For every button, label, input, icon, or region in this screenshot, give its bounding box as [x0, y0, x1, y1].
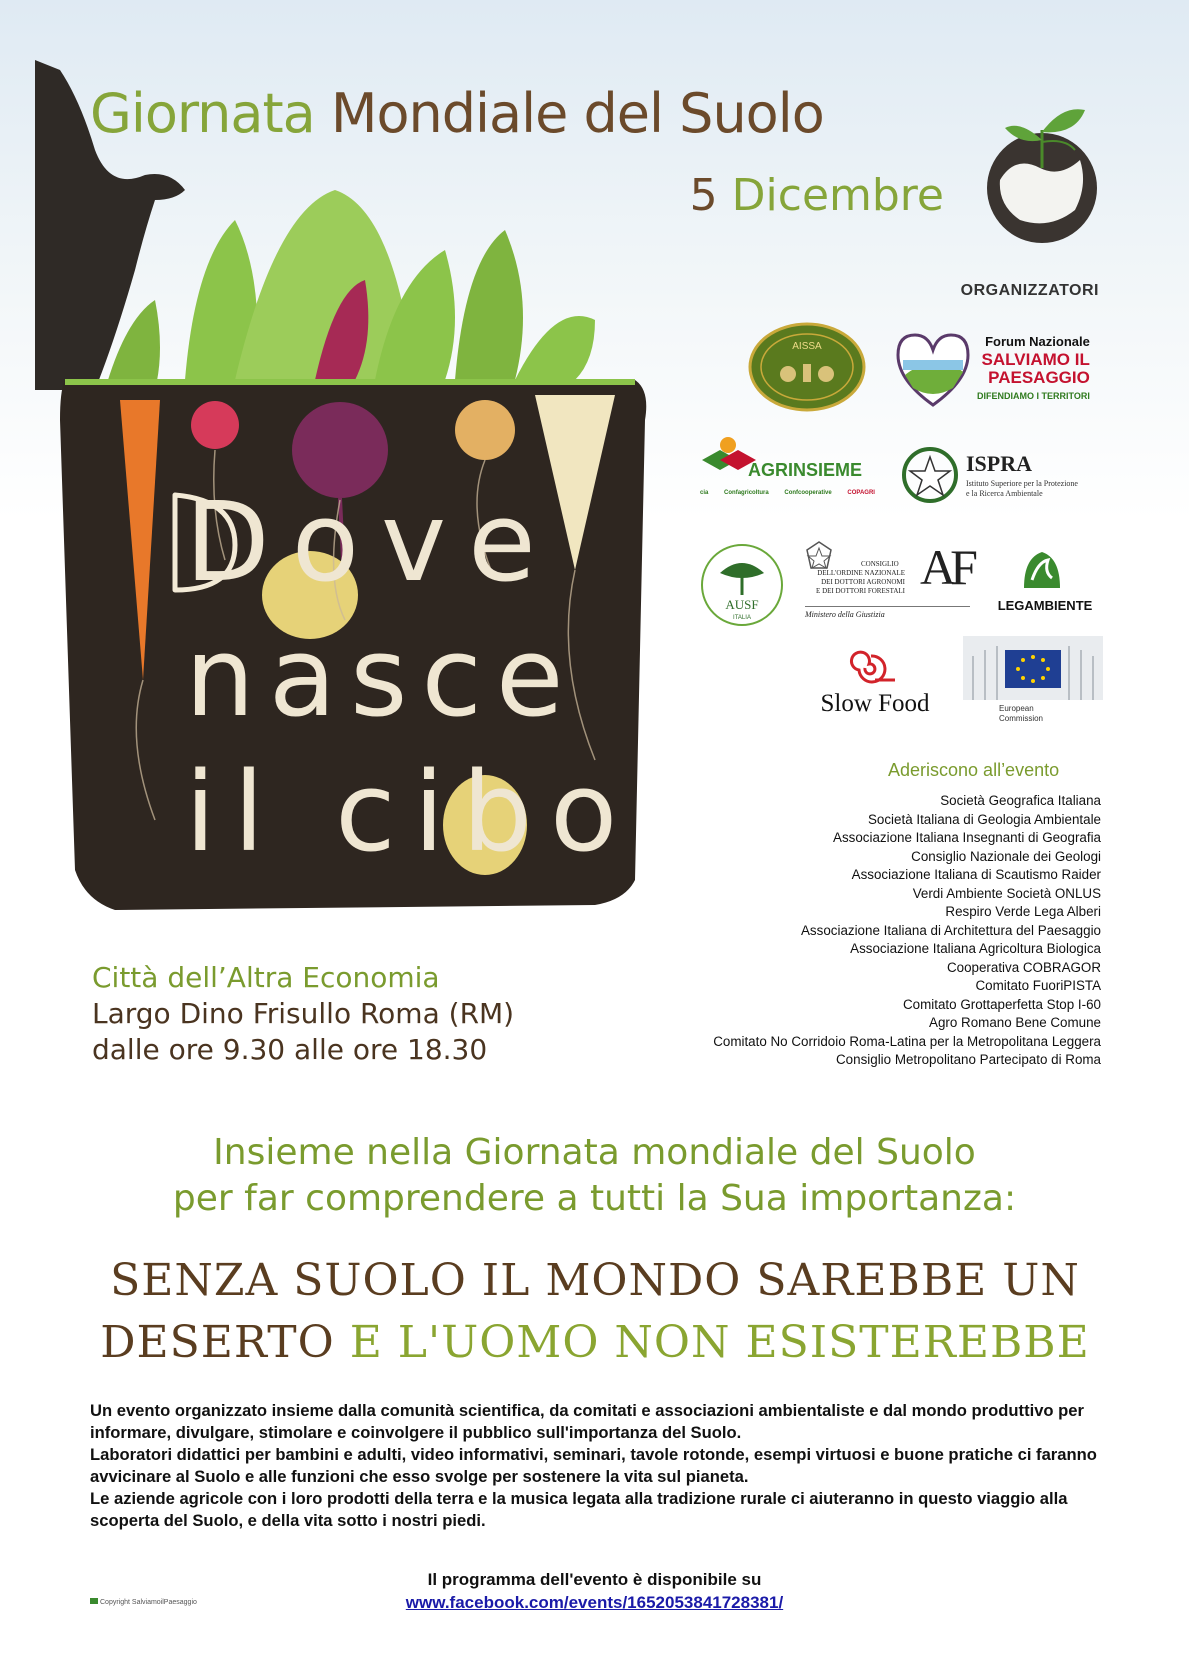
partner-cia: cia	[700, 490, 709, 496]
conaf-line2: DELL'ORDINE NAZIONALE	[817, 569, 905, 577]
program-text: Il programma dell'evento è disponibile su	[427, 1570, 762, 1589]
date-day: 5	[689, 170, 718, 221]
ispra-line1: Istituto Superiore per la Protezione	[966, 479, 1078, 488]
legambiente-logo	[990, 548, 1100, 618]
artwork-headline-line2: nasce	[185, 613, 578, 741]
date-month: Dicembre	[731, 170, 944, 221]
list-item: Società Italiana di Geologia Ambientale	[867, 811, 1101, 827]
description-p2: Laboratori didattici per bambini e adulti, video informativi, seminari, tavole rotonde, esempi virtuosi e buone pratiche ci faranno avvicinare al Suolo e alle funzioni che esso svolge per sostenere la vita sul pianeta.	[90, 1445, 1097, 1486]
list-item: Comitato No Corridoio Roma-Latina per la Metropolitana Leggera	[713, 1033, 1101, 1049]
event-description	[90, 1400, 1100, 1532]
list-item: Respiro Verde Lega Alberi	[945, 904, 1101, 919]
conaf-line3: DEI DOTTORI AGRONOMI	[821, 578, 905, 586]
artwork-headline-line1: Dove	[185, 478, 558, 606]
artwork-headline-line3: il cibo	[185, 748, 636, 876]
aissa-logo	[748, 322, 866, 412]
description-p1: Un evento organizzato insieme dalla comunità scientifica, da comitati e associazioni ambientaliste e dal mondo produttivo per informare, divulgare, stimolare e coinvolgere il pubblico sull'importanza del Suolo.	[90, 1401, 1084, 1442]
venue-hours: dalle ore 9.30 alle ore 18.30	[92, 1033, 488, 1066]
globe-sprout-icon	[980, 60, 1105, 250]
conaf-monogram: AF	[920, 539, 972, 595]
venue-info	[92, 960, 514, 1068]
list-item: Comitato Grottaperfetta Stop I-60	[903, 996, 1101, 1012]
aissa-label: AISSA	[792, 341, 822, 352]
ispra-name: ISPRA	[966, 451, 1033, 476]
ispra-logo	[900, 445, 1100, 510]
facebook-event-link[interactable]: www.facebook.com/events/1652053841728381/	[405, 1593, 784, 1612]
tagline	[0, 1130, 1189, 1222]
european-commission-logo	[963, 636, 1103, 730]
slowfood-logo	[800, 650, 950, 720]
ausf-logo	[700, 543, 784, 627]
title-part-mondiale: Mondiale del Suolo	[330, 82, 824, 145]
list-item: Associazione Italiana di Scautismo Raider	[851, 867, 1101, 882]
forum-line2: SALVIAMO IL	[981, 350, 1090, 369]
list-item: Verdi Ambiente Società ONLUS	[912, 885, 1101, 901]
conaf-logo	[805, 540, 975, 625]
adherents-list	[713, 792, 1101, 1070]
conaf-ministry: Ministero della Giustizia	[805, 610, 885, 619]
headline-line1: SENZA SUOLO IL MONDO SAREBBE UN	[110, 1255, 1080, 1306]
conaf-line4: E DEI DOTTORI FORESTALI	[816, 587, 905, 595]
legambiente-label: LEGAMBIENTE	[997, 598, 1093, 613]
conaf-line1: CONSIGLIO	[861, 560, 899, 568]
list-item: Consiglio Nazionale dei Geologi	[911, 848, 1101, 864]
adherents-title: Aderiscono all’evento	[888, 760, 1060, 780]
headline-uomo: E L'UOMO NON ESISTEREBBE	[349, 1317, 1090, 1368]
list-item: Comitato FuoriPISTA	[975, 978, 1101, 993]
main-headline	[90, 1250, 1100, 1374]
slowfood-label: Slow Food	[820, 690, 930, 717]
venue-name: Città dell’Altra Economia	[92, 961, 440, 994]
partner-confcooperative: Confcooperative	[784, 490, 832, 496]
tagline-line2: per far comprendere a tutti la Sua importanza:	[172, 1178, 1017, 1219]
agrinsieme-logo	[700, 435, 875, 515]
organizers-title: ORGANIZZATORI	[960, 282, 1099, 299]
list-item: Consiglio Metropolitano Partecipato di Roma	[836, 1052, 1101, 1067]
ausf-line2: ITALIA	[733, 615, 751, 621]
partner-copagri: COPAGRI	[847, 490, 875, 496]
list-item: Associazione Italiana di Architettura del Paesaggio	[801, 922, 1101, 938]
forum-line4: DIFENDIAMO I TERRITORI	[977, 391, 1090, 401]
list-item: Cooperativa COBRAGOR	[946, 959, 1101, 975]
copyright-icon	[90, 1598, 98, 1604]
ispra-line2: e la Ricerca Ambientale	[966, 489, 1043, 498]
list-item: Agro Romano Bene Comune	[929, 1015, 1101, 1030]
copyright-note	[90, 1598, 197, 1606]
program-info	[0, 1568, 1189, 1614]
ausf-line1: AUSF	[725, 597, 759, 612]
copyright-text: Copyright SalviamoilPaesaggio	[100, 1599, 197, 1606]
list-item: Associazione Italiana Insegnanti di Geografia	[833, 830, 1101, 845]
soil-artwork	[35, 60, 655, 940]
title-part-giornata: Giornata	[90, 82, 315, 145]
list-item: Società Geografica Italiana	[940, 793, 1101, 808]
ec-line2: Commission	[999, 714, 1044, 723]
partner-confagricoltura: Confagricoltura	[724, 490, 769, 496]
forum-line3: PAESAGGIO	[988, 368, 1090, 387]
agrinsieme-partners	[700, 490, 875, 496]
agrinsieme-label: AGRINSIEME	[748, 460, 863, 480]
venue-address: Largo Dino Frisullo Roma (RM)	[92, 997, 515, 1030]
forum-line1: Forum Nazionale	[985, 334, 1090, 349]
headline-deserto: DESERTO	[100, 1317, 335, 1368]
list-item: Associazione Italiana Agricoltura Biologica	[850, 941, 1101, 956]
tagline-line1: Insieme nella Giornata mondiale del Suolo	[213, 1132, 976, 1173]
ec-line1: European	[999, 704, 1034, 713]
event-date	[690, 170, 944, 221]
description-p3: Le aziende agricole con i loro prodotti della terra e la musica legata alla tradizione rurale ci aiuteranno in questo viaggio alla scoperta del Suolo, e della vita sotto i nostri piedi.	[90, 1489, 1068, 1530]
salviamo-paesaggio-logo	[893, 330, 1103, 408]
